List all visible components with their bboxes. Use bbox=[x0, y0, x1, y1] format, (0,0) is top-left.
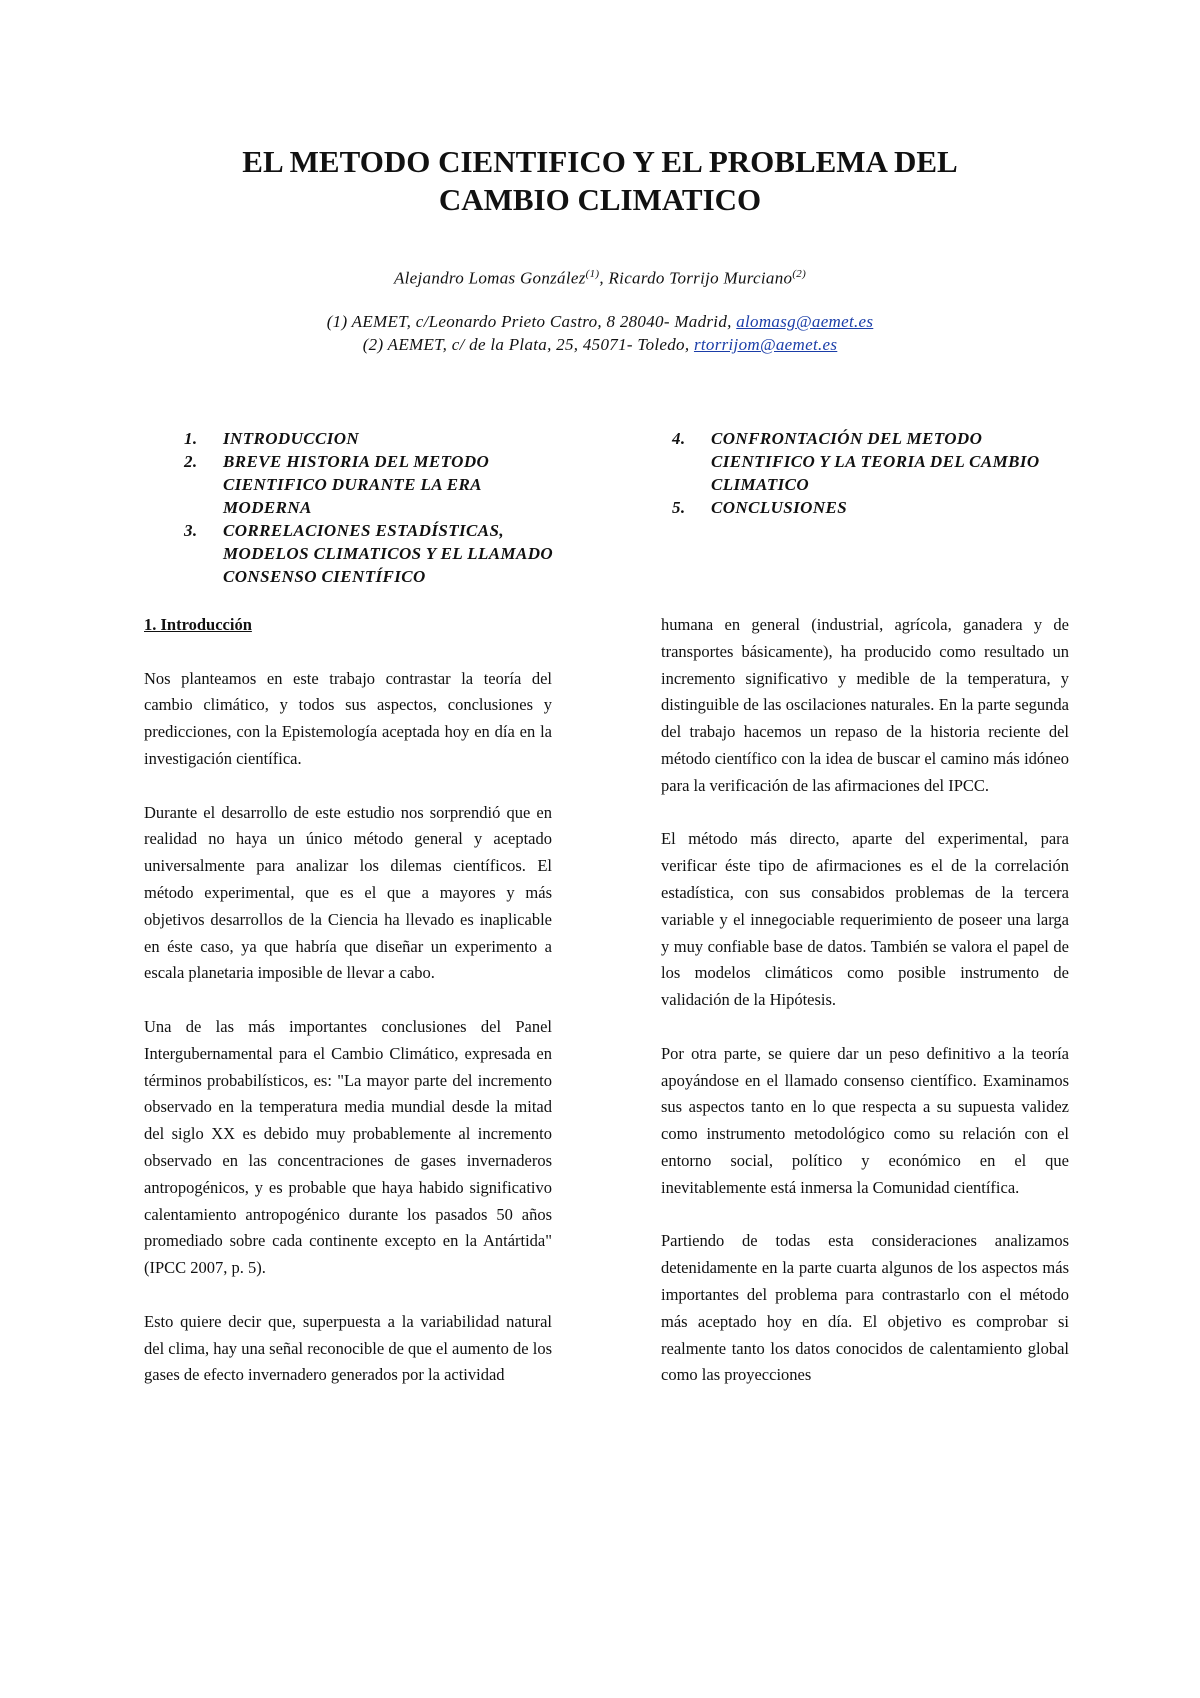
toc-item-number: 4. bbox=[672, 429, 686, 448]
body-paragraph: Partiendo de todas esta consideraciones analizamos detenidamente en la parte cuarta algunos de los aspectos más importantes del problema para contrastarlo con el método más aceptado hoy en día. El objetivo es comprobar si realmente tanto los datos conocidos de calentamiento global como las proyecciones bbox=[661, 1231, 1069, 1385]
toc-item-label: CONCLUSIONES bbox=[711, 498, 848, 517]
affiliation-address: (1) AEMET, c/Leonardo Prieto Castro, 8 28040- Madrid, bbox=[326, 312, 737, 331]
table-of-contents-left bbox=[184, 427, 564, 588]
affiliation-2 bbox=[150, 333, 1050, 356]
body-column-left bbox=[144, 612, 552, 1389]
toc-item bbox=[184, 450, 564, 519]
toc-item-label: CORRELACIONES ESTADÍSTICAS, MODELOS CLIMATICOS Y EL LLAMADO CONSENSO CIENTÍFICO bbox=[223, 521, 554, 586]
toc-item bbox=[184, 519, 564, 588]
email-link[interactable]: rtorrijom@aemet.es bbox=[693, 335, 838, 354]
body-paragraph: humana en general (industrial, agrícola, ganadera y de transportes básicamente), ha producido como resultado un incremento significativo y medible de la temperatura, y distinguible de las oscilaciones naturales. En la parte segunda del trabajo hacemos un repaso de la historia reciente del método científico con la idea de buscar el camino más idóneo para la verificación de las afirmaciones del IPCC. bbox=[661, 615, 1069, 795]
toc-item-number: 5. bbox=[672, 498, 686, 517]
toc-item-number: 1. bbox=[184, 429, 198, 448]
email-link[interactable]: alomasg@aemet.es bbox=[736, 312, 874, 331]
body-paragraph: El método más directo, aparte del experimental, para verificar éste tipo de afirmaciones es el de la correlación estadística, con sus consabidos problemas de la tercera variable y el innegociable requerimiento de poseer una larga y muy confiable base de datos. También se valora el papel de los modelos climáticos como posible instrumento de validación de la Hipótesis. bbox=[661, 829, 1069, 1010]
paper-title-line-1: EL METODO CIENTIFICO Y EL PROBLEMA DEL bbox=[242, 144, 958, 179]
author-separator: , bbox=[599, 268, 609, 288]
section-heading: 1. Introducción bbox=[144, 615, 252, 634]
author-name: Ricardo Torrijo Murciano bbox=[608, 268, 793, 288]
toc-item bbox=[672, 427, 1052, 496]
author-list bbox=[100, 262, 1100, 291]
affiliation-address: (2) AEMET, c/ de la Plata, 25, 45071- Toledo, bbox=[362, 335, 694, 354]
paper-title bbox=[100, 143, 1100, 219]
toc-item bbox=[672, 496, 1052, 519]
toc-item-label: BREVE HISTORIA DEL METODO CIENTIFICO DURANTE LA ERA MODERNA bbox=[223, 452, 490, 517]
table-of-contents-right bbox=[672, 427, 1052, 519]
toc-item bbox=[184, 427, 564, 450]
affiliation-1 bbox=[150, 310, 1050, 333]
body-paragraph: Esto quiere decir que, superpuesta a la variabilidad natural del clima, hay una señal reconocible de que el aumento de los gases de efecto invernadero generados por la actividad bbox=[144, 1311, 552, 1385]
body-column-right bbox=[661, 612, 1069, 1389]
body-paragraph: Por otra parte, se quiere dar un peso definitivo a la teoría apoyándose en el llamado consenso científico. Examinamos sus aspectos tanto en lo que respecta a su supuesta validez como instrumento metodológico como su relación con el entorno social, político y económico en el que inevitablemente está inmersa la Comunidad científica. bbox=[661, 1043, 1069, 1197]
author-affiliation-marker: (2) bbox=[792, 268, 807, 280]
body-paragraph: Una de las más importantes conclusiones del Panel Intergubernamental para el Cambio Climático, expresada en términos probabilísticos, es: "La mayor parte del incremento observado en la temperatura media mundial desde la mitad del siglo XX es debido muy probablemente al incremento observado en las concentraciones de gases invernaderos antropogénicos, y es probable que haya habido significativo calentamiento antropogénico durante los pasados 50 años promediado sobre cada continente excepto en la Antártida" (IPCC 2007, p. 5). bbox=[144, 1016, 552, 1278]
toc-item-number: 3. bbox=[184, 521, 198, 540]
paper-title-line-2: CAMBIO CLIMATICO bbox=[438, 182, 762, 217]
toc-item-label: CONFRONTACIÓN DEL METODO CIENTIFICO Y LA TEORIA DEL CAMBIO CLIMATICO bbox=[711, 429, 1040, 494]
body-paragraph: Nos planteamos en este trabajo contrastar la teoría del cambio climático, y todos sus aspectos, conclusiones y predicciones, con la Epistemología aceptada hoy en día en la investigación científica. bbox=[144, 668, 552, 768]
toc-item-number: 2. bbox=[184, 452, 198, 471]
affiliation-list bbox=[150, 310, 1050, 356]
author-affiliation-marker: (1) bbox=[585, 268, 600, 280]
toc-item-label: INTRODUCCION bbox=[223, 429, 360, 448]
body-paragraph: Durante el desarrollo de este estudio nos sorprendió que en realidad no haya un único método general y aceptado universalmente para analizar los dilemas científicos. El método experimental, que es el que a mayores y más objetivos desarrollos de la Ciencia ha llevado es inaplicable en éste caso, ya que habría que diseñar un experimento a escala planetaria imposible de llevar a cabo. bbox=[144, 802, 552, 983]
author-name: Alejandro Lomas González bbox=[393, 268, 586, 288]
